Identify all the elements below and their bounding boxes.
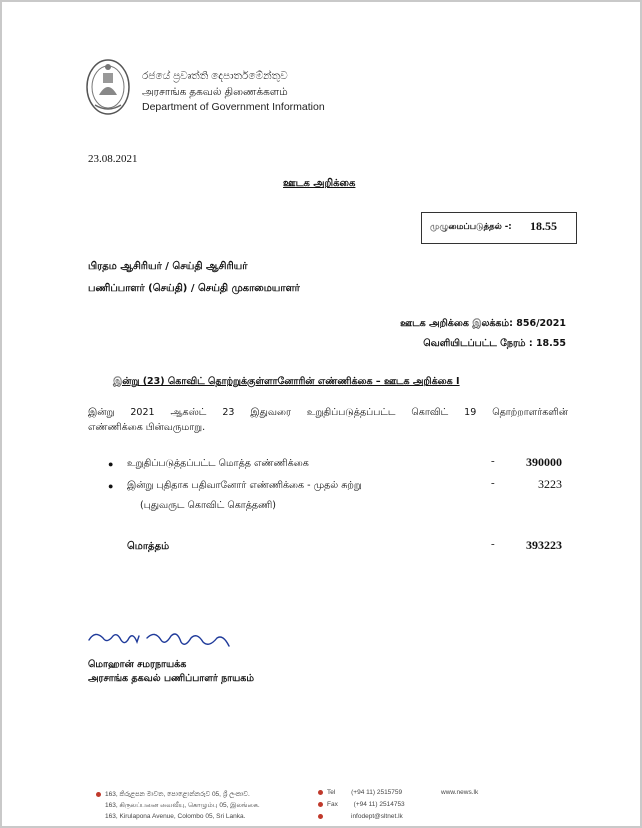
total-label: மொத்தம் (127, 541, 170, 552)
footer-email: infodept@sltnet.lk (318, 813, 403, 820)
release-box (421, 212, 577, 244)
item-sub-label: (புதுவருட கொவிட் கொத்தணி) (140, 500, 276, 511)
item-value: 3223 (538, 477, 562, 491)
total-dash: - (491, 538, 495, 550)
item-label: இன்று புதிதாக பதிவானோர் எண்ணிக்கை - முதல் சுற்று (127, 480, 362, 491)
subject-line: இன்று (23) கொவிட் தொற்றுக்குள்ளானோரின் எண்ணிக்கை – ஊடக அறிக்கை I (113, 376, 460, 387)
header-tamil: அரசாங்க தகவல் திணைக்களம் (142, 86, 288, 98)
email-icon (318, 814, 323, 819)
bullet-icon: ● (108, 459, 114, 469)
location-icon (96, 792, 101, 797)
signatory-name: மொஹான் சமரநாயக்க (88, 659, 187, 670)
header-english: Department of Government Information (142, 101, 325, 113)
footer-fax: Fax (+94 11) 2514753 (318, 801, 405, 808)
footer-website-link[interactable]: www.news.lk (441, 789, 479, 796)
item-dash: - (491, 477, 495, 489)
intro-line-1: இன்று 2021 ஆகஸ்ட் 23 இதுவரை உறுதிப்படுத்தப்பட்ட கொவிட் 19 தொற்றாளர்களின் (88, 407, 568, 418)
footer-address-english: 163, Kirulapona Avenue, Colombo 05, Sri Lanka. (105, 813, 246, 820)
recipient-line-1: பிரதம ஆசிரியர் / செய்தி ஆசிரியர் (88, 261, 248, 272)
total-value: 393223 (526, 538, 562, 552)
government-seal-logo (85, 57, 131, 119)
phone-icon (318, 790, 323, 795)
document-title: ஊடக அறிக்கை (283, 178, 356, 189)
footer-tel: Tel (+94 11) 2515759 (318, 789, 402, 796)
release-number: ஊடக அறிக்கை இலக்கம்: 856/2021 (400, 318, 566, 329)
item-value: 390000 (526, 455, 562, 469)
signature-image (85, 626, 233, 654)
footer-address-sinhala: 163, කිරුළපන මාවත, පොළොන්නරුව 05, ශ්‍රී ලංකාව. (96, 791, 250, 799)
recipient-line-2: பணிப்பாளர் (செய்தி) / செய்தி முகாமையாளர் (88, 283, 300, 294)
release-box-value: 18.55 (530, 219, 557, 233)
header-sinhala: රජයේ ප්‍රවෘත්ති දෙපාර්තමේන්තුව (142, 70, 288, 82)
bullet-icon: ● (108, 481, 114, 491)
footer-address-tamil: 163, கிருலப்பனை வைவீயு, கொழும்பு 05, இலங்கை. (105, 802, 260, 809)
intro-line-2: எண்ணிக்கை பின்வருமாறு. (88, 422, 206, 433)
item-dash: - (491, 455, 495, 467)
item-label: உறுதிப்படுத்தப்பட்ட மொத்த எண்ணிக்கை (127, 458, 309, 469)
release-time: வெளியிடப்பட்ட நேரம் : 18.55 (423, 338, 566, 349)
release-box-label: முழுமைப்படுத்தல் -: (430, 222, 512, 232)
document-date: 23.08.2021 (88, 153, 138, 165)
signatory-title: அரசாங்க தகவல் பணிப்பாளர் நாயகம் (88, 673, 255, 684)
fax-icon (318, 802, 323, 807)
